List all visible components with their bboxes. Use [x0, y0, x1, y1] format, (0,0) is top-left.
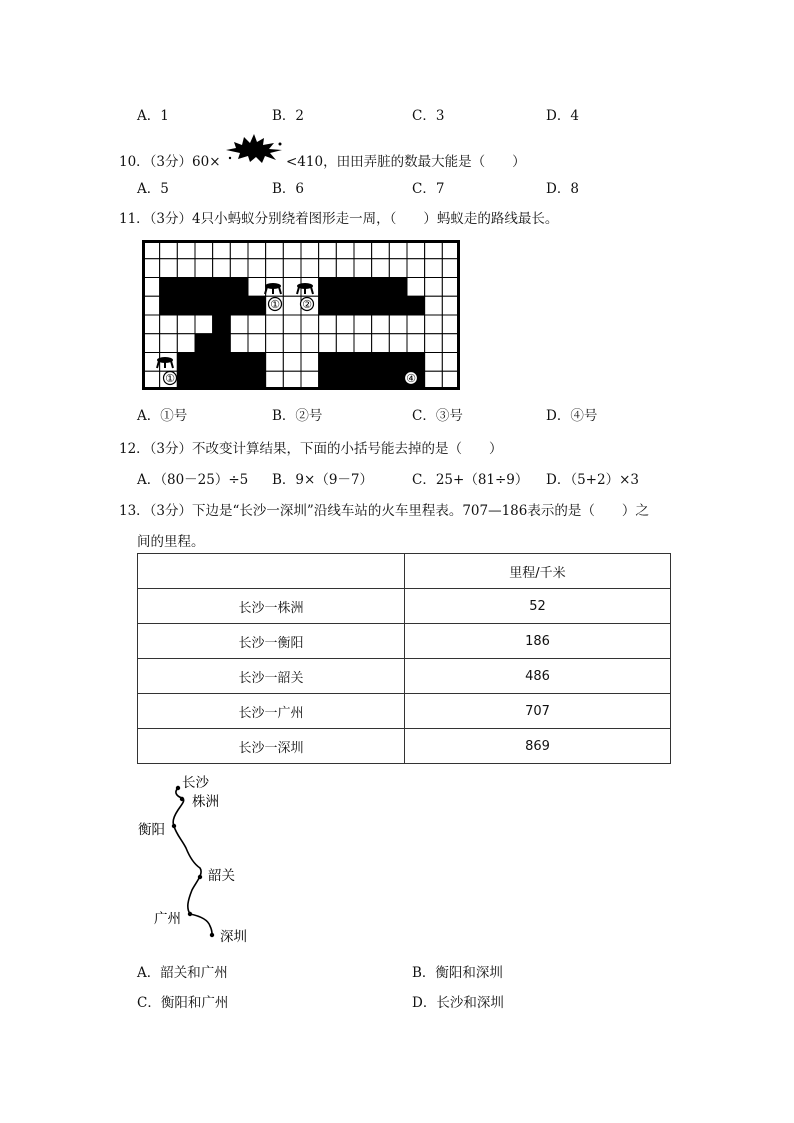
q13-option-c[interactable]: C．衡阳和广州	[137, 995, 229, 1011]
station-label-changsha: 长沙	[182, 775, 209, 791]
grid-cell	[354, 334, 372, 353]
grid-cell	[195, 259, 213, 278]
table-header-row	[138, 554, 671, 589]
grid-cell-filled	[213, 296, 231, 315]
grid-cell	[266, 353, 284, 372]
grid-cell	[389, 259, 407, 278]
table-cell-distance: 186	[405, 624, 671, 659]
table-row	[138, 729, 671, 764]
q12-option-b[interactable]: B．9×（9－7）	[272, 472, 373, 488]
grid-cell	[425, 296, 443, 315]
grid-cell	[319, 334, 337, 353]
station-dot	[172, 824, 176, 828]
grid-cell-filled	[336, 278, 354, 297]
q10-stem-suffix: <410，田田弄脏的数最大能是（ ）	[286, 154, 526, 170]
grid-cell	[266, 315, 284, 334]
grid-cell-filled	[407, 296, 425, 315]
grid-cell	[230, 334, 248, 353]
grid-cell	[248, 315, 266, 334]
grid-cell	[160, 259, 178, 278]
ant-1-label: ①	[165, 372, 175, 385]
grid-cell-filled	[195, 296, 213, 315]
grid-cell-filled	[372, 353, 390, 372]
grid-cells	[142, 240, 460, 390]
grid-cell-filled	[213, 278, 231, 297]
grid-cell	[336, 259, 354, 278]
q12-stem: 12．（3分）不改变计算结果，下面的小括号能去掉的是（ ）	[119, 441, 503, 457]
grid-cell-filled	[230, 353, 248, 372]
grid-cell-filled	[160, 296, 178, 315]
q10-stem-prefix: 10．（3分）60×	[119, 154, 221, 170]
table-header-cell	[138, 554, 405, 589]
station-label-hengyang: 衡阳	[138, 822, 165, 838]
q10-option-b[interactable]: B．6	[272, 181, 305, 197]
grid-cell-filled	[372, 278, 390, 297]
grid-cell	[407, 334, 425, 353]
grid-cell	[425, 278, 443, 297]
grid-cell-filled	[389, 353, 407, 372]
q9-option-d[interactable]: D．4	[546, 108, 579, 124]
grid-cell-filled	[177, 278, 195, 297]
grid-cell	[372, 315, 390, 334]
grid-cell	[336, 315, 354, 334]
grid-cell	[425, 259, 443, 278]
q13-stem-line2: 间的里程。	[137, 534, 205, 550]
table-cell-route: 长沙一衡阳	[138, 624, 405, 659]
station-dot	[180, 797, 184, 801]
grid-cell	[195, 315, 213, 334]
grid-cell-filled	[354, 353, 372, 372]
grid-cell	[407, 278, 425, 297]
grid-cell	[213, 259, 231, 278]
grid-cell-filled	[160, 278, 178, 297]
grid-cell	[301, 334, 319, 353]
grid-cell	[266, 334, 284, 353]
q9-option-a[interactable]: A．1	[137, 108, 169, 124]
ink-blot-icon	[222, 128, 286, 168]
table-row	[138, 694, 671, 729]
ant-grid-figure	[142, 240, 460, 390]
grid-cell	[407, 315, 425, 334]
grid-cell	[372, 259, 390, 278]
station-label-shaoguan: 韶关	[208, 868, 235, 884]
grid-cell	[283, 334, 301, 353]
grid-cell	[301, 353, 319, 372]
station-label-zhuzhou: 株洲	[192, 794, 219, 810]
table-cell-route: 长沙一株洲	[138, 589, 405, 624]
q10-option-d[interactable]: D．8	[546, 181, 579, 197]
grid-cell	[177, 315, 195, 334]
grid-cell	[425, 315, 443, 334]
grid-cell	[301, 315, 319, 334]
grid-cell	[407, 259, 425, 278]
grid-cell-filled	[248, 296, 266, 315]
table-cell-distance: 869	[405, 729, 671, 764]
grid-cell	[230, 259, 248, 278]
grid-cell-filled	[319, 296, 337, 315]
grid-cell-filled	[336, 353, 354, 372]
grid-cell	[389, 315, 407, 334]
grid-cell-filled	[319, 278, 337, 297]
table-cell-route: 长沙一韶关	[138, 659, 405, 694]
station-dot	[210, 933, 214, 937]
ant-3-label: ②	[302, 298, 312, 311]
grid-cell-filled	[213, 315, 231, 334]
station-label-guangzhou: 广州	[154, 911, 181, 927]
grid-cell	[177, 334, 195, 353]
railway-route-map	[130, 770, 270, 950]
q11-option-d[interactable]: D．④号	[546, 408, 598, 424]
q10-option-c[interactable]: C．7	[412, 181, 445, 197]
q13-option-b[interactable]: B．衡阳和深圳	[412, 965, 503, 981]
table-row	[138, 659, 671, 694]
grid-cell-filled	[230, 296, 248, 315]
grid-cell-filled	[319, 353, 337, 372]
grid-cell-filled	[248, 353, 266, 372]
grid-cell-filled	[195, 353, 213, 372]
grid-cell	[425, 334, 443, 353]
grid-cell	[425, 353, 443, 372]
table-header-cell: 里程/千米	[405, 554, 671, 589]
table-cell-route: 长沙一广州	[138, 694, 405, 729]
station-dot	[198, 875, 202, 879]
grid-cell	[160, 334, 178, 353]
grid-cell	[319, 259, 337, 278]
grid-cell-filled	[389, 278, 407, 297]
grid-cell-filled	[195, 278, 213, 297]
mileage-table	[137, 553, 671, 764]
grid-cell-filled	[354, 278, 372, 297]
grid-cell	[230, 315, 248, 334]
q10-option-a[interactable]: A．5	[137, 181, 169, 197]
grid-cell	[354, 259, 372, 278]
grid-cell	[266, 259, 284, 278]
grid-cell	[389, 334, 407, 353]
grid-cell	[248, 259, 266, 278]
station-label-shenzhen: 深圳	[220, 929, 247, 945]
grid-cell	[283, 296, 301, 315]
table-row	[138, 589, 671, 624]
q12-option-a[interactable]: A．（80－25）÷5	[137, 472, 249, 488]
grid-cell-filled	[177, 353, 195, 372]
q9-option-c[interactable]: C．3	[412, 108, 445, 124]
grid-cell-filled	[354, 296, 372, 315]
grid-cell-filled	[195, 334, 213, 353]
grid-cell	[283, 353, 301, 372]
grid-cell-filled	[336, 296, 354, 315]
grid-cell	[248, 334, 266, 353]
q13-option-a[interactable]: A．韶关和广州	[137, 965, 228, 981]
grid-cell-filled	[230, 278, 248, 297]
grid-cell-filled	[372, 296, 390, 315]
grid-cell	[301, 259, 319, 278]
table-row	[138, 624, 671, 659]
q11-option-b[interactable]: B．②号	[272, 408, 323, 424]
grid-cell	[283, 315, 301, 334]
table-cell-distance: 486	[405, 659, 671, 694]
table-cell-route: 长沙一深圳	[138, 729, 405, 764]
grid-cell	[283, 259, 301, 278]
grid-cell-filled	[389, 296, 407, 315]
table-cell-distance: 52	[405, 589, 671, 624]
grid-cell	[372, 334, 390, 353]
q11-option-a[interactable]: A．①号	[137, 408, 188, 424]
grid-cell	[336, 334, 354, 353]
ant-4-label: ④	[406, 372, 416, 385]
station-dot	[176, 786, 180, 790]
q9-option-b[interactable]: B．2	[272, 108, 305, 124]
grid-cell	[160, 315, 178, 334]
grid-cell	[319, 315, 337, 334]
q13-stem-line1: 13．（3分）下边是“长沙一深圳”沿线车站的火车里程表。707—186表示的是（ ）之	[119, 503, 649, 519]
grid-cell-filled	[213, 334, 231, 353]
grid-cell-filled	[213, 353, 231, 372]
grid-cell	[354, 315, 372, 334]
q13-option-d[interactable]: D．长沙和深圳	[412, 995, 504, 1011]
grid-cell-filled	[177, 296, 195, 315]
q12-option-c[interactable]: C．25+（81÷9）	[412, 472, 529, 488]
station-dot	[188, 912, 192, 916]
ant-2-label: ①	[270, 298, 280, 311]
table-cell-distance: 707	[405, 694, 671, 729]
q11-stem: 11．（3分）4只小蚂蚁分别绕着图形走一周，（ ）蚂蚁走的路线最长。	[119, 211, 559, 227]
grid-cell	[177, 259, 195, 278]
q12-option-d[interactable]: D．（5+2）×3	[546, 472, 639, 488]
grid-cell	[248, 278, 266, 297]
q11-option-c[interactable]: C．③号	[412, 408, 463, 424]
